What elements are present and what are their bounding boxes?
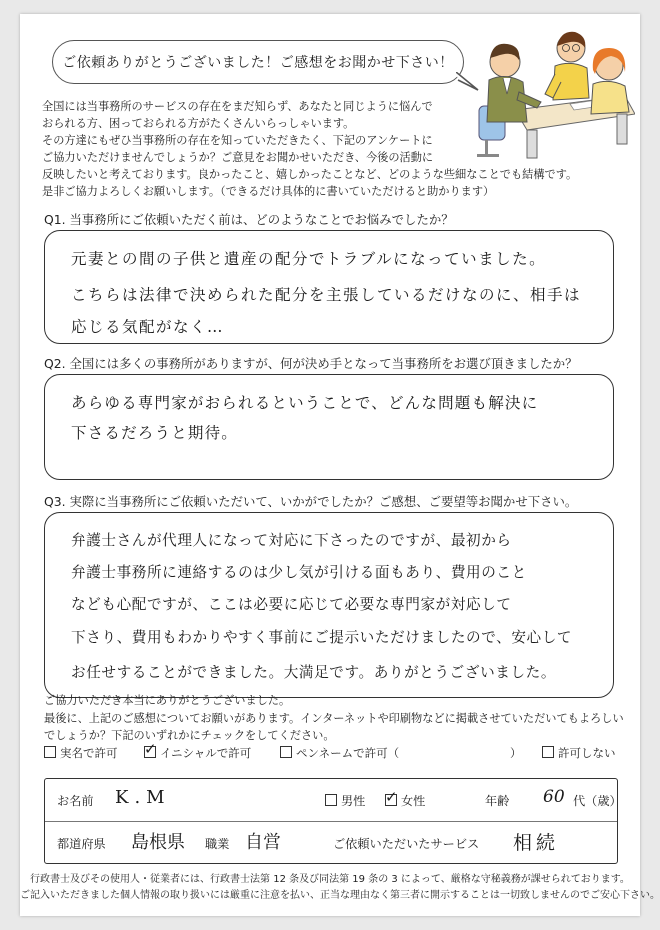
option-initial[interactable]: ✓ イニシャルで許可	[144, 740, 252, 760]
questionnaire-sheet	[20, 14, 660, 916]
checkbox-deny[interactable]	[542, 746, 554, 758]
answer-1-line: 応じる気配がなく…	[71, 318, 225, 336]
check-mark-icon: ✓	[144, 740, 157, 758]
age-value: 60	[543, 787, 565, 807]
intro-line: 反映したいと考えております。良かったこと、嬉しかったことなど、どのような些細なことでも結構です。	[42, 168, 578, 181]
answer-box-1	[44, 230, 614, 344]
request-text: 最後に、上記のご感想についてお願いがあります。インターネットや印刷物などに掲載させていただいてもよろしい	[44, 712, 624, 725]
answer-3-line: 下さり、費用もわかりやすく事前にご提示いただけましたので、安心して	[71, 629, 573, 646]
intro-line: 全国には当事務所のサービスの存在をまだ知らず、あなたと同じように悩んで	[42, 100, 433, 113]
gender-female-option[interactable]: ✓ 女性	[385, 788, 426, 808]
gender-male-option[interactable]: 男性	[325, 792, 365, 809]
option-real-name[interactable]: 実名で許可	[44, 745, 118, 761]
occupation-value: 自営	[245, 832, 281, 853]
question-2: Q2. 全国には多くの事務所がありますが、何が決め手となって当事務所をお選び頂きましたか？	[44, 356, 578, 371]
checkbox-female[interactable]	[385, 788, 398, 806]
confidentiality-notice: 行政書士及びその使用人・従業者には、行政書士法第 12 条及び同法第 19 条の 3 によって、厳格な守秘義務が課せられております。	[30, 874, 630, 885]
prefecture-label: 都道府県	[57, 837, 106, 851]
question-3: Q3. 実際に当事務所にご依頼いただいて、いかがでしたか？ご感想、ご要望等お聞かせ下さい。	[44, 494, 578, 509]
checkbox-pen-name[interactable]	[280, 746, 292, 758]
answer-2-line: あらゆる専門家がおられるということで、どんな問題も解決に	[71, 394, 539, 412]
intro-line: その方達にもぜひ当事務所の存在を知っていただきたく、下記のアンケートに	[42, 134, 433, 147]
answer-1-line: 元妻との間の子供と遺産の配分でトラブルになっていました。	[71, 250, 547, 268]
prefecture-value: 島根県	[131, 832, 185, 853]
check-mark-icon: ✓	[385, 788, 398, 806]
question-1: Q1. 当事務所にご依頼いただく前は、どのようなことでお悩みでしたか？	[44, 212, 454, 227]
occupation-label: 職業	[205, 837, 230, 851]
service-label: ご依頼いただいたサービス	[333, 837, 480, 851]
intro-text	[42, 98, 578, 200]
answer-3-line: 弁護士事務所に連絡するのは少し気が引ける面もあり、費用のこと	[71, 564, 527, 581]
intro-line: おられる方、困っておられる方がたくさんいらっしゃいます。	[42, 117, 355, 130]
answer-3-line: なども心配ですが、ここは必要に応じて必要な専門家が対応して	[71, 596, 512, 613]
answer-3-line: お任せすることができました。大満足です。ありがとうございました。	[71, 664, 557, 681]
consultation-illustration-icon	[475, 18, 635, 168]
info-divider	[45, 821, 617, 822]
answer-3-line: 弁護士さんが代理人になって対応に下さったのですが、最初から	[71, 532, 512, 549]
answer-1-line: こちらは法律で決められた配分を主張しているだけなのに、相手は	[71, 286, 582, 304]
name-value: K.M	[115, 787, 171, 808]
answer-2-line: 下さるだろうと期待。	[71, 424, 239, 442]
checkbox-real-name[interactable]	[44, 746, 56, 758]
age-label: 年齢	[485, 794, 510, 808]
respondent-info-box	[44, 778, 622, 864]
checkbox-initial[interactable]	[144, 740, 157, 758]
age-unit: 代（歳）	[573, 794, 622, 808]
page-title: ご依頼ありがとうございました！ご感想をお聞かせ下さい！	[62, 55, 454, 71]
answer-box-2	[44, 374, 614, 480]
checkbox-male[interactable]	[325, 794, 337, 806]
option-deny[interactable]: 許可しない	[542, 745, 616, 761]
service-value: 相続	[513, 832, 560, 854]
privacy-notice: ご記入いただきました個人情報の取り扱いには厳重に注意を払い、正当な理由なく第三者に開示することは一切致しませんのでご安心下さい。	[20, 890, 660, 901]
option-pen-name[interactable]: ペンネームで許可（	[280, 745, 399, 761]
answer-box-3	[44, 512, 614, 698]
name-label: お名前	[57, 794, 94, 808]
title-bubble	[52, 40, 464, 84]
request-text-cont: でしょうか？下記のいずれかにチェックをしてください。	[44, 729, 335, 742]
intro-line: ご協力いただけませんでしょうか？ご意見をお聞かせいただき、今後の活動に	[42, 151, 434, 164]
pen-name-close-paren: ）	[510, 746, 522, 760]
thanks-text: ご協力いただき本当にありがとうございました。	[44, 694, 291, 707]
intro-line: 是非ご協力よろしくお願いします。（できるだけ具体的に書いていただけると助かります）	[42, 185, 495, 198]
